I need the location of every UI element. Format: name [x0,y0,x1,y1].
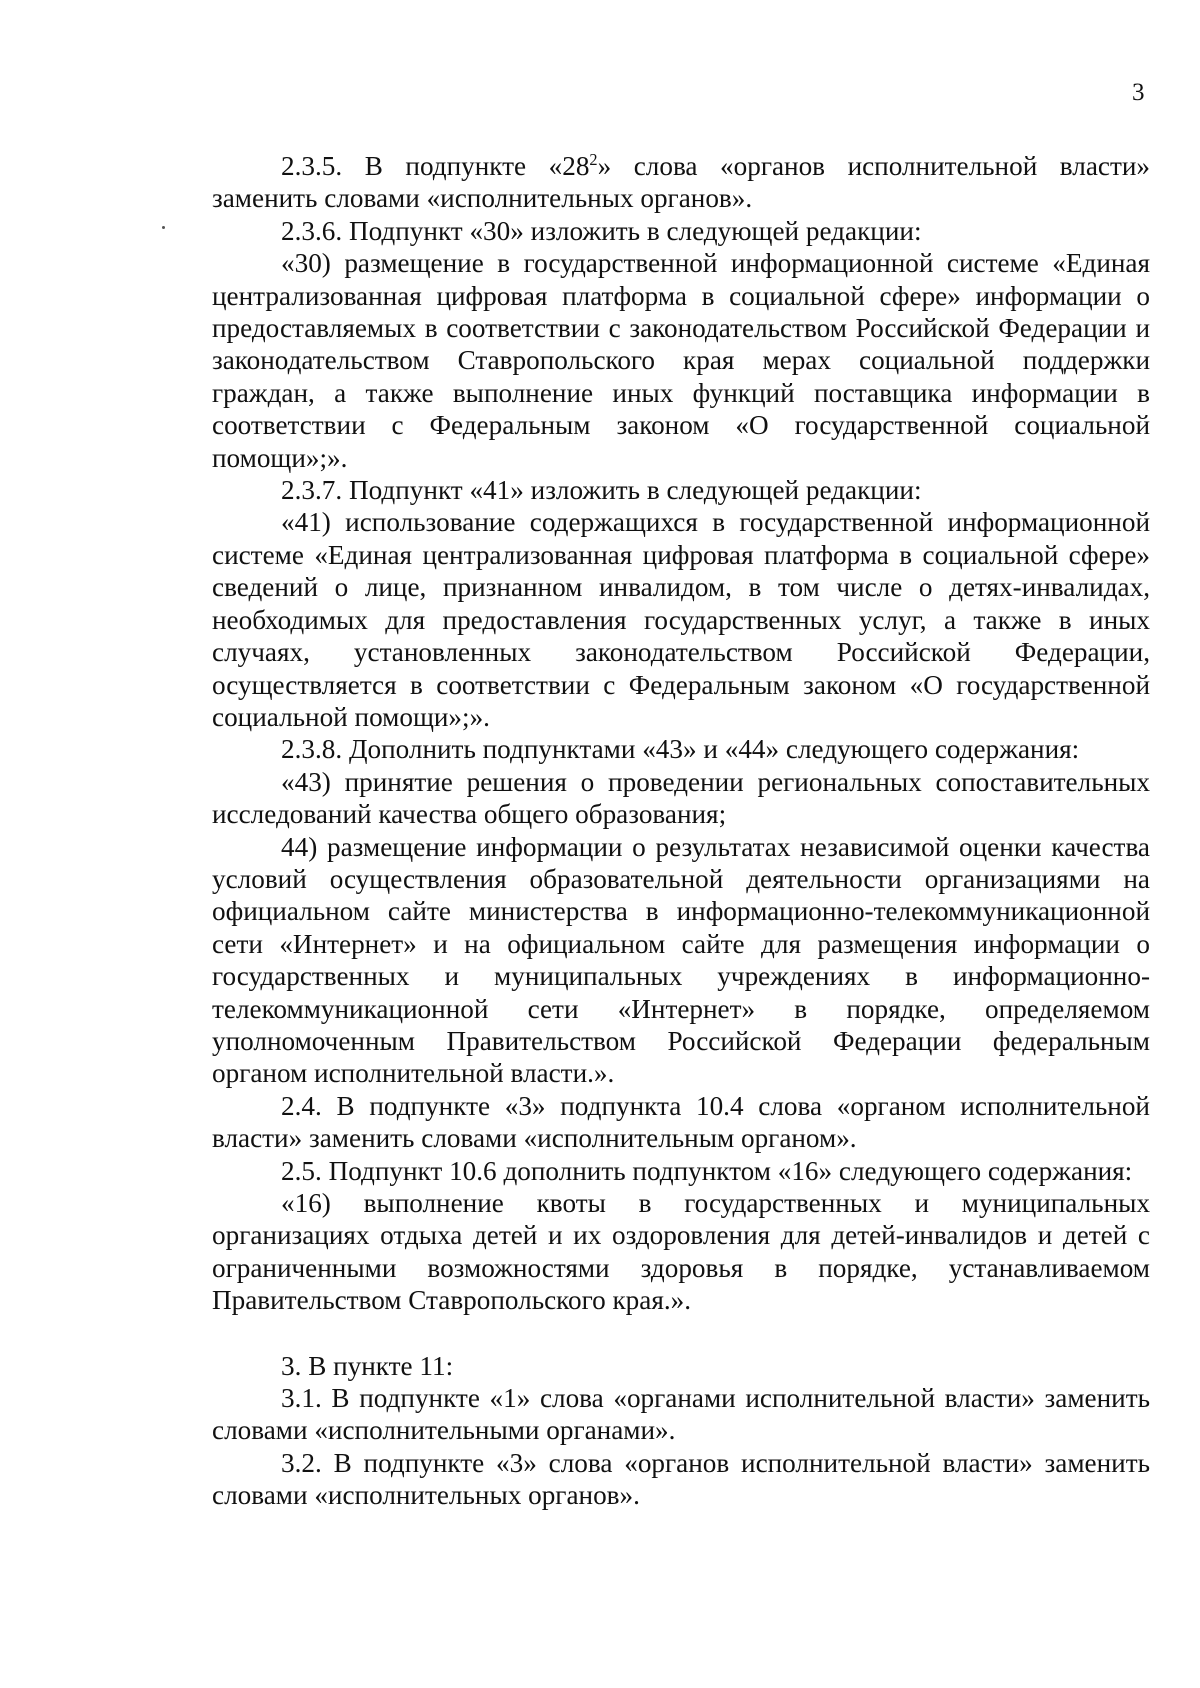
paragraph-3: 3. В пункте 11: [281,1350,454,1381]
paragraph-subitem-41: «41) использование содержащихся в государственной информационной системе «Единая централизованная цифровая платформа в социальной сфере» сведений о лице, признанном инвалидом, в том числе о детях-инвалидах, необходимых для предоставления государственных услуг, а также в иных случаях, установленных законодательством Российской Федерации, осуществляется в соответствии с Федеральным законом «О государственной социальной помощи»;». [212,507,1150,732]
scan-speck [162,226,165,229]
page-number: 3 [1132,79,1145,106]
paragraph-2-5: 2.5. Подпункт 10.6 дополнить подпунктом «16» следующего содержания: [281,1155,1133,1186]
paragraph-subitem-16: «16) выполнение квоты в государственных и муниципальных организациях отдыха детей и их оздоровления для детей-инвалидов и детей с ограниченными возможностями здоровья в порядке, устанавливаемом Правительством Ставропольского края.». [212,1188,1150,1316]
paragraph-3-2: 3.2. В подпункте «3» слова «органов исполнительной власти» заменить словами «исполнительных органов». [212,1447,1150,1511]
paragraph-2-3-6: 2.3.6. Подпункт «30» изложить в следующей редакции: [281,215,922,246]
paragraph-subitem-30: «30) размещение в государственной информационной системе «Единая централизованная цифровая платформа в социальной сфере» информации о предоставляемых в соответствии с законодательством Российской Федерации и законодательством Ставропольского края мерах социальной поддержки граждан, а также выполнение иных функций поставщика информации в соответствии с Федеральным законом «О государственной социальной помощи»;». [212,248,1150,473]
paragraph-2-3-7: 2.3.7. Подпункт «41» изложить в следующей редакции: [281,475,922,506]
paragraph-2-3-8: 2.3.8. Дополнить подпунктами «43» и «44» следующего содержания: [281,734,1080,765]
paragraph-subitem-44: 44) размещение информации о результатах независимой оценки качества условий осуществления образовательной деятельности организациями на официальном сайте министерства в информационно-телекоммуникационной сети «Интернет» и на официальном сайте для размещения информации о государственных и муниципальных учреждениях в информационно-телекоммуникационной сети «Интернет» в порядке, определяемом уполномоченным Правительством Российской Федерации федеральным органом исполнительной власти.». [212,831,1150,1089]
paragraph-subitem-43: «43) принятие решения о проведении региональных сопоставительных исследований качества общего образования; [212,766,1150,830]
paragraph-3-1: 3.1. В подпункте «1» слова «органами исполнительной власти» заменить словами «исполнительными органами». [212,1383,1150,1446]
document-body [212,150,1150,1512]
superscript: 2 [589,149,598,169]
paragraph-2-4: 2.4. В подпункте «3» подпункта 10.4 слова «органом исполнительной власти» заменить словами «исполнительным органом». [212,1090,1150,1154]
paragraph-2-3-5: 2.3.5. В подпункте «$28^2$» слова «органов исполнительной власти» заменить словами «исполнительных органов». [212,149,1150,214]
